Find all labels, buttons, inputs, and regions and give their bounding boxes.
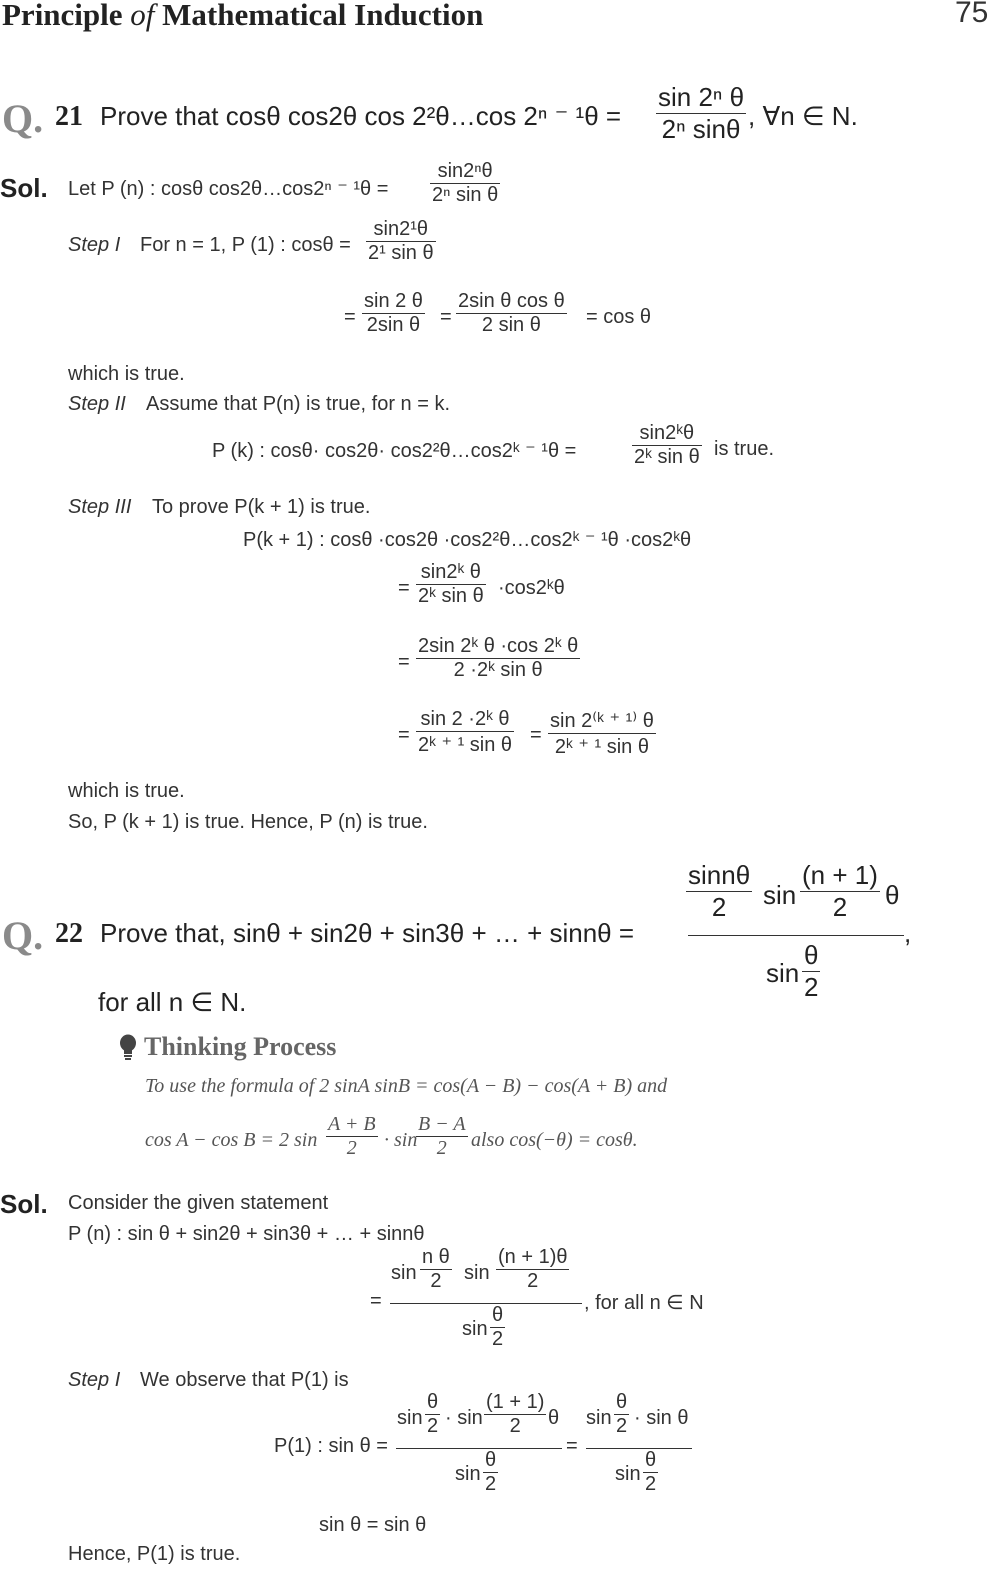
solution-label-22: Sol. [0,1189,48,1219]
p1-a-main-bar [396,1448,562,1449]
hence-p1-true: Hence, P(1) is true. [68,1543,241,1565]
fraction-numerator: sin 2ⁿ θ [658,82,745,112]
pk-statement: P (k) : cosθ· cos2θ· cos2²θ…cos2ᵏ ⁻ ¹θ = [212,440,577,462]
thinking-fraction-1 [326,1113,378,1160]
fraction-denominator: 2 [645,1473,657,1495]
fraction-numerator: θ [485,1449,497,1471]
q22-bottom-fraction [802,940,820,1003]
step-1b-tail: = cos θ [586,306,652,328]
question-mark-22: Q. [2,913,44,958]
step-1b-fraction-1 [362,290,425,337]
fraction-denominator: 2sin θ [366,314,421,336]
equals-sign: = [440,306,452,328]
pk1-statement: P(k + 1) : cosθ ·cos2θ ·cos2²θ…cos2ᵏ ⁻ ¹θ ·cos2ᵏθ [243,529,692,551]
expansion-1-tail: ·cos2ᵏθ [498,577,565,599]
sol22-f-sin2: sin [464,1262,490,1284]
thinking-line-2a: cos A − cos B = 2 sin [145,1129,318,1151]
fraction-numerator: B − A [418,1113,466,1135]
fraction-denominator: 2 [430,1270,442,1292]
expansion-fraction-3b [548,708,656,759]
sol22-main-fraction-bar [390,1303,582,1304]
pk-fraction [632,422,702,469]
pk-tail: is true. [714,438,775,460]
equals-sign: = [566,1435,578,1457]
step-1b-fraction-2 [456,290,567,337]
fraction-numerator: (1 + 1) [486,1391,545,1413]
question-number-22: 22 [55,918,83,949]
p1-a-sin1: sin [397,1407,423,1429]
fraction-numerator: θ [492,1304,504,1326]
p1-a-bottom-sin: sin [455,1463,481,1485]
fraction-denominator: 2ᵏ ⁺ ¹ sin θ [418,734,513,756]
fraction-denominator: 2 [436,1137,447,1159]
equals-sign: = [398,724,410,746]
q22-statement: Prove that, sinθ + sin2θ + sin3θ + … + sinnθ = [100,918,635,948]
header-title-b: Mathematical Induction [154,0,484,32]
fraction-denominator: 2 sin θ [481,314,541,336]
fraction-numerator: θ [804,940,819,970]
sol22-step-1-label: Step I [68,1369,121,1391]
header-title-a: Principle [2,0,131,32]
fraction-numerator: n θ [422,1246,450,1268]
thinking-line-2b: also cos(−θ) = cosθ. [471,1129,638,1151]
fraction-numerator: 2sin θ cos θ [458,290,565,312]
sol22-pn: P (n) : sin θ + sin2θ + sin3θ + … + sinnθ [68,1223,425,1245]
q22-top-fraction-a [686,860,752,923]
q22-top-fraction-b [800,860,880,923]
p1-b-bottom-fraction [643,1449,658,1496]
conclusion-21: So, P (k + 1) is true. Hence, P (n) is true. [68,811,428,833]
sol22-f-fraction-1 [420,1246,452,1293]
p1-b-bottom-sin: sin [615,1463,641,1485]
thinking-fraction-2 [416,1113,468,1160]
p1-b-sin1: sin [586,1407,612,1429]
equals-sign: = [370,1290,382,1312]
fraction-numerator: sinnθ [688,860,751,890]
q22-top-sin: sin [763,880,797,910]
fraction-denominator: 2ᵏ sin θ [418,585,484,607]
fraction-numerator: A + B [328,1113,376,1135]
fraction-denominator: 2 ·2ᵏ sin θ [453,659,543,681]
fraction-numerator: (n + 1)θ [498,1246,568,1268]
q22-for-all: for all n ∈ N. [98,987,247,1017]
thinking-mid: · sin [384,1129,418,1151]
step-3-text: To prove P(k + 1) is true. [152,496,371,518]
p1-b-fraction-1 [614,1391,629,1438]
equals-sign: = [530,724,542,746]
fraction-numerator: θ [427,1391,439,1413]
q21-statement: Prove that cosθ cos2θ cos 2²θ…cos 2ⁿ ⁻ ¹θ = [100,101,622,131]
fraction-numerator: sin 2 ·2ᵏ θ [420,708,510,730]
fraction-denominator: 2¹ sin θ [368,242,434,264]
fraction-denominator: 2 [832,892,848,922]
fraction-denominator: 2 [711,892,727,922]
fraction-denominator: 2 [346,1137,357,1159]
sol22-f-tail: , for all n ∈ N [584,1292,704,1314]
header-title-of: of [130,0,155,32]
q22-top-theta: θ [885,880,900,910]
sol21-let-fraction [430,160,500,207]
q22-comma: , [904,918,912,948]
fraction-denominator: 2 [427,1415,439,1437]
sol22-step-1-text: We observe that P(1) is [140,1369,349,1391]
sol22-f-sin1: sin [391,1262,417,1284]
sol22-consider: Consider the given statement [68,1192,329,1214]
step-2-text: Assume that P(n) is true, for n = k. [146,393,451,415]
expansion-fraction-3a [416,708,514,757]
fraction-denominator: 2 [527,1270,539,1292]
fraction-denominator: 2 [616,1415,628,1437]
p1-a-mid: · sin [445,1407,483,1429]
sol22-f-bottom-fraction [490,1304,505,1351]
sol22-f-bottom-sin: sin [462,1318,488,1340]
running-header [2,0,483,33]
q22-main-fraction-bar [688,935,904,936]
step-1-text: For n = 1, P (1) : cosθ = [140,234,351,256]
q21-rhs-fraction [656,82,746,145]
fraction-numerator: 2sin 2ᵏ θ ·cos 2ᵏ θ [418,635,579,657]
fraction-numerator: sin 2 θ [364,290,423,312]
page-number: 75 [955,0,989,29]
which-is-true-2: which is true. [68,780,185,802]
fraction-numerator: sin2ᵏθ [639,422,695,444]
solution-label-21: Sol. [0,173,48,203]
which-is-true-1: which is true. [68,363,185,385]
step-1-fraction [366,218,436,265]
fraction-numerator: θ [616,1391,628,1413]
fraction-numerator: sin2ᵏ θ [420,561,481,583]
fraction-denominator: 2 [804,972,819,1002]
question-number-21: 21 [55,101,83,132]
fraction-denominator: 2ᵏ ⁺ ¹ sin θ [554,736,649,758]
p1-b-main-bar [586,1448,692,1449]
lightbulb-icon [118,1034,138,1062]
step-2-label: Step II [68,393,126,415]
fraction-numerator: (n + 1) [802,860,878,890]
step-1-label: Step I [68,234,121,256]
fraction-denominator: 2ⁿ sinθ [661,114,741,144]
equals-sign: = [398,651,410,673]
sol21-let: Let P (n) : cosθ cos2θ…cos2ⁿ ⁻ ¹θ = [68,178,389,200]
fraction-denominator: 2 [492,1328,504,1350]
p1-a-fraction-2 [484,1391,546,1438]
thinking-line-1: To use the formula of 2 sinA sinB = cos(A − B) − cos(A + B) and [145,1075,668,1097]
fraction-denominator: 2 [509,1415,521,1437]
fraction-numerator: sin2ⁿθ [437,160,493,182]
p1-a-fraction-1 [425,1391,440,1438]
sin-equality: sin θ = sin θ [319,1514,427,1536]
p1-a-theta: θ [548,1407,560,1429]
sol22-f-fraction-2 [496,1246,569,1293]
fraction-numerator: θ [645,1449,657,1471]
equals-sign: = [344,306,356,328]
p1-b-mid: · sin θ [634,1407,689,1429]
step-3-label: Step III [68,496,132,518]
thinking-process-title: Thinking Process [144,1032,337,1061]
fraction-denominator: 2ⁿ sin θ [432,184,499,206]
fraction-numerator: sin2¹θ [373,218,429,240]
fraction-denominator: 2 [485,1473,497,1495]
fraction-numerator: sin 2⁽ᵏ ⁺ ¹⁾ θ [550,710,654,732]
p1-a-bottom-fraction [483,1449,498,1496]
q21-tail: , ∀n ∈ N. [748,101,858,131]
p1-statement: P(1) : sin θ = [274,1435,388,1457]
fraction-denominator: 2ᵏ sin θ [634,446,700,468]
question-mark-21: Q. [2,96,44,141]
expansion-fraction-2 [416,635,580,682]
expansion-fraction-1 [416,561,486,608]
q22-bottom-sin: sin [766,958,800,988]
equals-sign: = [398,577,410,599]
